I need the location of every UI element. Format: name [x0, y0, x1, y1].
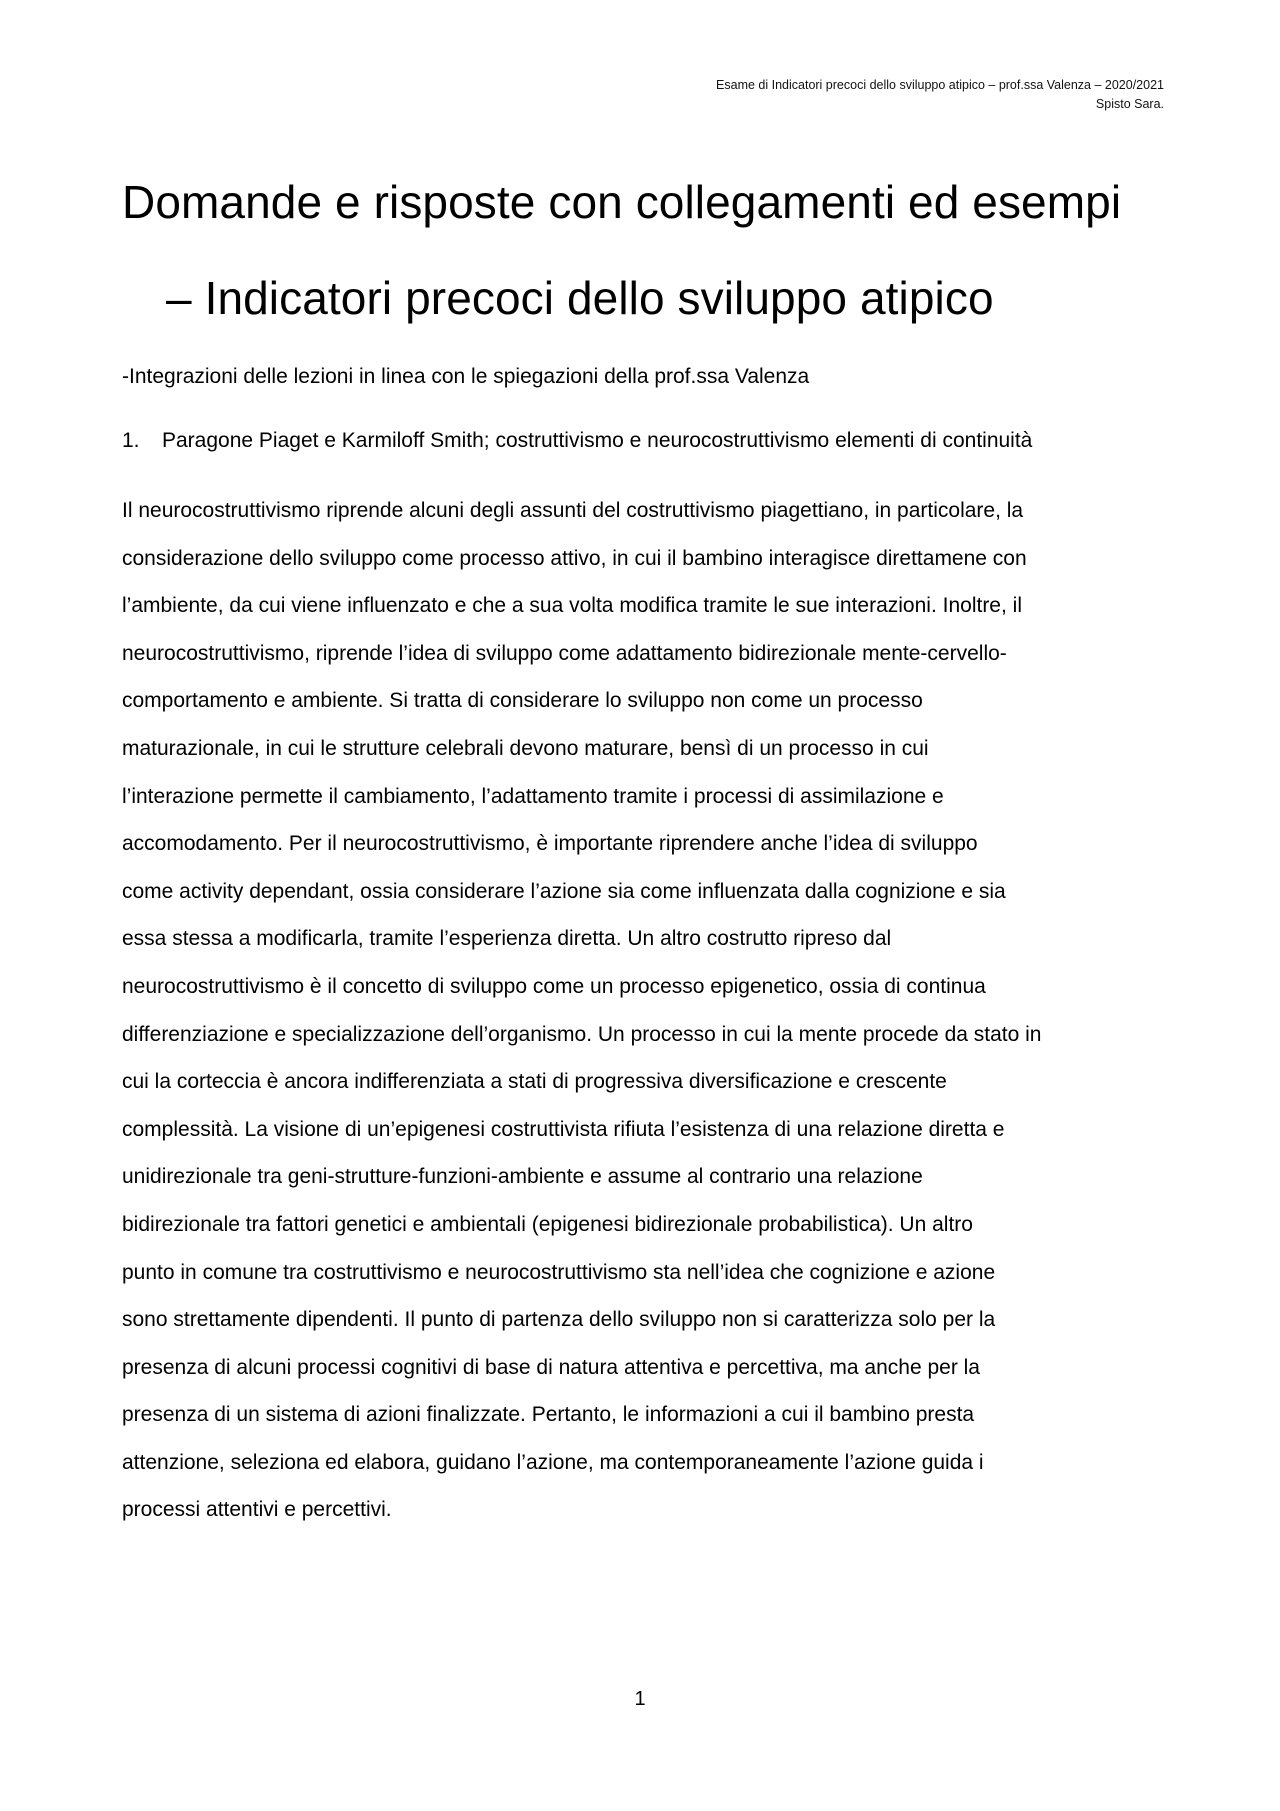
answer-line: presenza di un sistema di azioni finalizzate. Pertanto, le informazioni a cui il bambino presta [122, 1403, 975, 1427]
answer-line: considerazione dello sviluppo come processo attivo, in cui il bambino interagisce direttamene con [122, 546, 1027, 570]
answer-line: accomodamento. Per il neurocostruttivismo, è importante riprendere anche l’idea di sviluppo [122, 832, 978, 856]
answer-line: differenziazione e specializzazione dell’organismo. Un processo in cui la mente procede da stato in [122, 1022, 1042, 1046]
title-line-1: Domande e risposte con collegamenti ed esempi [122, 176, 1122, 228]
answer-line: presenza di alcuni processi cognitivi di base di natura attentiva e percettiva, ma anche per la [122, 1355, 980, 1379]
question-number: 1. [122, 429, 140, 452]
answer-line: complessità. La visione di un’epigenesi costruttivista rifiuta l’esistenza di una relazione diretta e [122, 1117, 1005, 1141]
answer-line: l’interazione permette il cambiamento, l’adattamento tramite i processi di assimilazione e [122, 784, 944, 808]
page-header [716, 76, 1164, 114]
header-author-line: Spisto Sara. [1095, 97, 1164, 111]
answer-line: Il neurocostruttivismo riprende alcuni degli assunti del costruttivismo piagettiano, in particolare, la [122, 499, 1024, 522]
answer-line: cui la corteccia è ancora indifferenziata a stati di progressiva diversificazione e crescente [122, 1070, 947, 1094]
title-line-2: – Indicatori precoci dello sviluppo atipico [166, 272, 994, 324]
answer-line: processi attentivi e percettivi. [122, 1498, 392, 1522]
intro-note: -Integrazioni delle lezioni in linea con le spiegazioni della prof.ssa Valenza [122, 365, 810, 388]
answer-line: sono strettamente dipendenti. Il punto di partenza dello sviluppo non si caratterizza solo per la [122, 1308, 996, 1332]
answer-line: punto in comune tra costruttivismo e neurocostruttivismo sta nell’idea che cognizione e azione [122, 1260, 996, 1284]
answer-line: l’ambiente, da cui viene influenzato e che a sua volta modifica tramite le sue interazioni. Inoltre, il [122, 594, 1022, 618]
answer-line: comportamento e ambiente. Si tratta di considerare lo sviluppo non come un processo [122, 689, 923, 713]
answer-line: unidirezionale tra geni-strutture-funzioni-ambiente e assume al contrario una relazione [122, 1165, 923, 1189]
document-title [122, 154, 1182, 346]
answer-line: neurocostruttivismo, riprende l’idea di sviluppo come adattamento bidirezionale mente-cervello- [122, 641, 1007, 665]
answer-line: come activity dependant, ossia considerare l’azione sia come influenzata dalla cognizione e sia [122, 879, 1006, 903]
answer-line: attenzione, seleziona ed elabora, guidano l’azione, ma contemporaneamente l’azione guida i [122, 1450, 984, 1474]
question-text: Paragone Piaget e Karmiloff Smith; costruttivismo e neurocostruttivismo elementi di continuità [162, 429, 1033, 452]
answer-line: maturazionale, in cui le strutture celebrali devono maturare, bensì di un processo in cui [122, 736, 929, 760]
header-course-line: Esame di Indicatori precoci dello sviluppo atipico – prof.ssa Valenza – 2020/2021 [716, 78, 1164, 92]
answer-line: essa stessa a modificarla, tramite l’esperienza diretta. Un altro costrutto ripreso dal [122, 927, 892, 951]
answer-line: bidirezionale tra fattori genetici e ambientali (epigenesi bidirezionale probabilistica). Un altro [122, 1212, 973, 1236]
question-heading [122, 426, 1032, 456]
answer-line: neurocostruttivismo è il concetto di sviluppo come un processo epigenetico, ossia di continua [122, 974, 986, 998]
page-number: 1 [634, 1688, 646, 1710]
answer-paragraph [122, 487, 1167, 1534]
